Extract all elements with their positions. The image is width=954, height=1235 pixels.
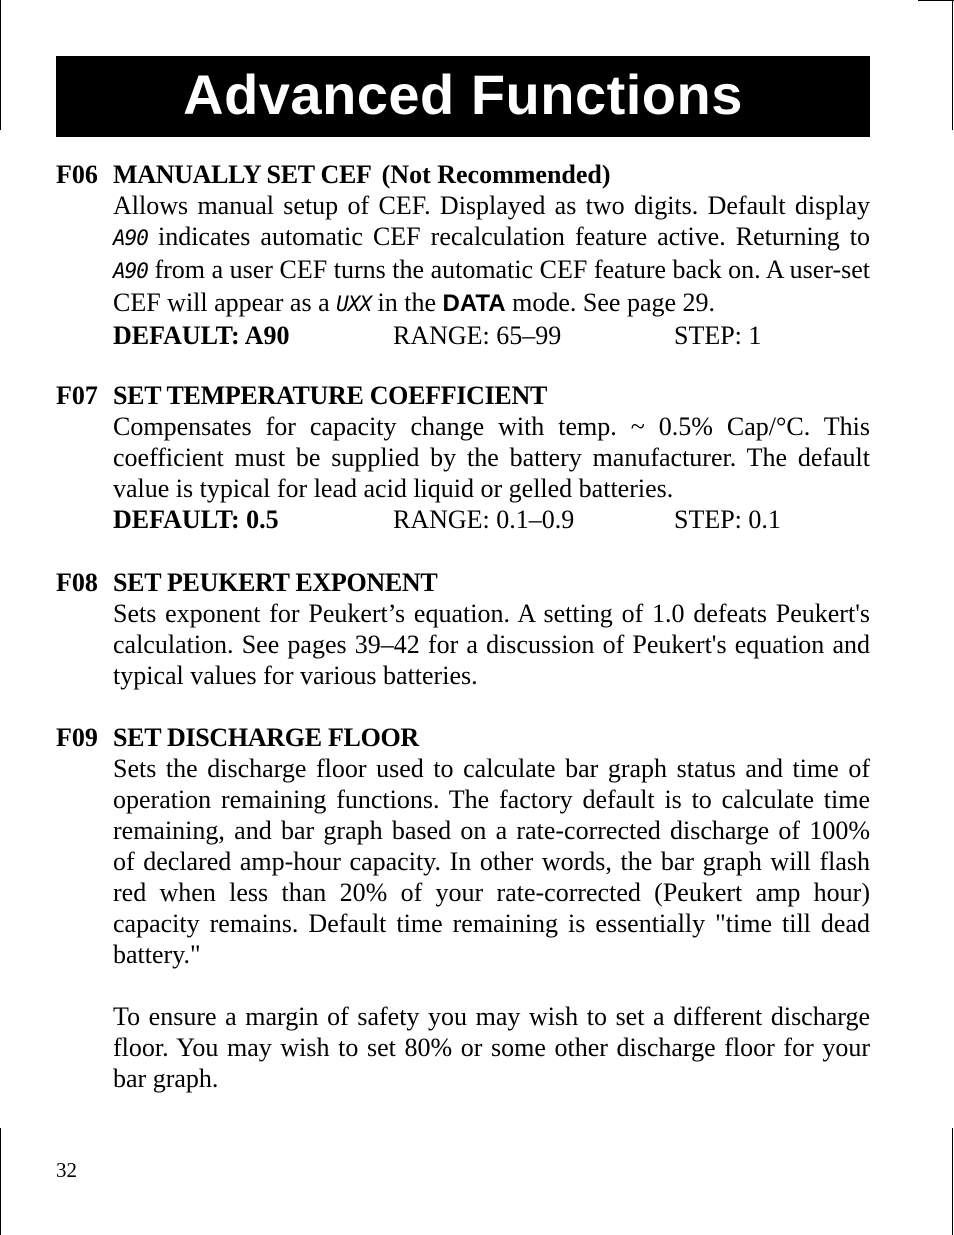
default-value: DEFAULT: 0.5 xyxy=(113,505,279,534)
lcd-display-text: A90 xyxy=(113,226,148,250)
section-heading xyxy=(56,380,870,411)
section-f07 xyxy=(56,380,870,535)
parameter-row xyxy=(113,504,870,535)
body-text: Allows manual setup of CEF. Displayed as two digits. Default display xyxy=(113,191,870,220)
section-heading xyxy=(56,159,870,190)
body-text: in the xyxy=(377,288,437,317)
function-title: SET TEMPERATURE COEFFICIENT xyxy=(113,381,547,410)
body-text: Sets exponent for Peukert’s equation. A setting of 1.0 defeats Peukert's calculation. See pages 39–42 for a discussion of Peukert's equation and typical values for various batteries. xyxy=(113,599,870,690)
function-title: SET DISCHARGE FLOOR xyxy=(113,723,419,752)
crop-mark-right-upper xyxy=(952,0,953,130)
header-band xyxy=(56,56,870,137)
section-f09 xyxy=(56,722,870,1094)
body-paragraph: Sets the discharge floor used to calculate bar graph status and time of operation remaining functions. The factory default is to calculate time remaining, and bar graph based on a rate-corrected discharge of 100% of declared amp-hour capacity. In other words, the bar graph will flash red when less than 20% of your rate-corrected (Peukert amp hour) capacity remains. Default time remaining is essentially "time till dead battery." xyxy=(113,754,870,969)
function-code: F06 xyxy=(56,160,98,189)
default-value: DEFAULT: A90 xyxy=(113,321,290,350)
crop-mark-bottom-right xyxy=(952,1128,953,1235)
function-code: F08 xyxy=(56,568,98,597)
function-title: MANUALLY SET CEF xyxy=(113,160,372,189)
parameter-row xyxy=(113,320,870,351)
lcd-display-text: UXX xyxy=(336,292,372,316)
crop-mark-top-left xyxy=(0,0,1,130)
range-value: RANGE: 0.1–0.9 xyxy=(393,505,575,534)
crop-mark-top-right xyxy=(918,0,954,1)
step-value: STEP: 1 xyxy=(674,321,762,350)
section-body xyxy=(113,411,870,504)
section-f06 xyxy=(56,159,870,351)
crop-mark-bottom-left xyxy=(0,1128,1,1235)
body-text: indicates automatic CEF recalculation feature active. Returning to xyxy=(157,222,870,251)
mode-name: DATA xyxy=(442,290,506,317)
section-f08 xyxy=(56,567,870,691)
function-code: F09 xyxy=(56,723,98,752)
body-text: mode. See page 29. xyxy=(512,288,716,317)
lcd-display-text: A90 xyxy=(113,259,148,283)
section-heading xyxy=(56,722,870,753)
function-title: SET PEUKERT EXPONENT xyxy=(113,568,438,597)
section-body xyxy=(113,190,870,320)
body-paragraph: To ensure a margin of safety you may wish to set a different discharge floor. You may wish to set 80% or some other discharge floor for your bar graph. xyxy=(113,1002,870,1093)
page-title: Advanced Functions xyxy=(183,63,743,126)
step-value: STEP: 0.1 xyxy=(674,505,781,534)
function-note: (Not Recommended) xyxy=(381,160,611,189)
section-body xyxy=(113,598,870,691)
section-body xyxy=(113,753,870,1094)
function-code: F07 xyxy=(56,381,98,410)
body-text: from a user CEF turns the automatic CEF feature back on. A user-set CEF will appear as a xyxy=(113,255,871,317)
range-value: RANGE: 65–99 xyxy=(393,321,562,350)
page-number: 32 xyxy=(56,1158,77,1182)
section-heading xyxy=(56,567,870,598)
body-text: Compensates for capacity change with temp. ~ 0.5% Cap/°C. This coefficient must be supplied by the battery manufacturer. The default value is typical for lead acid liquid or gelled batteries. xyxy=(113,412,870,503)
